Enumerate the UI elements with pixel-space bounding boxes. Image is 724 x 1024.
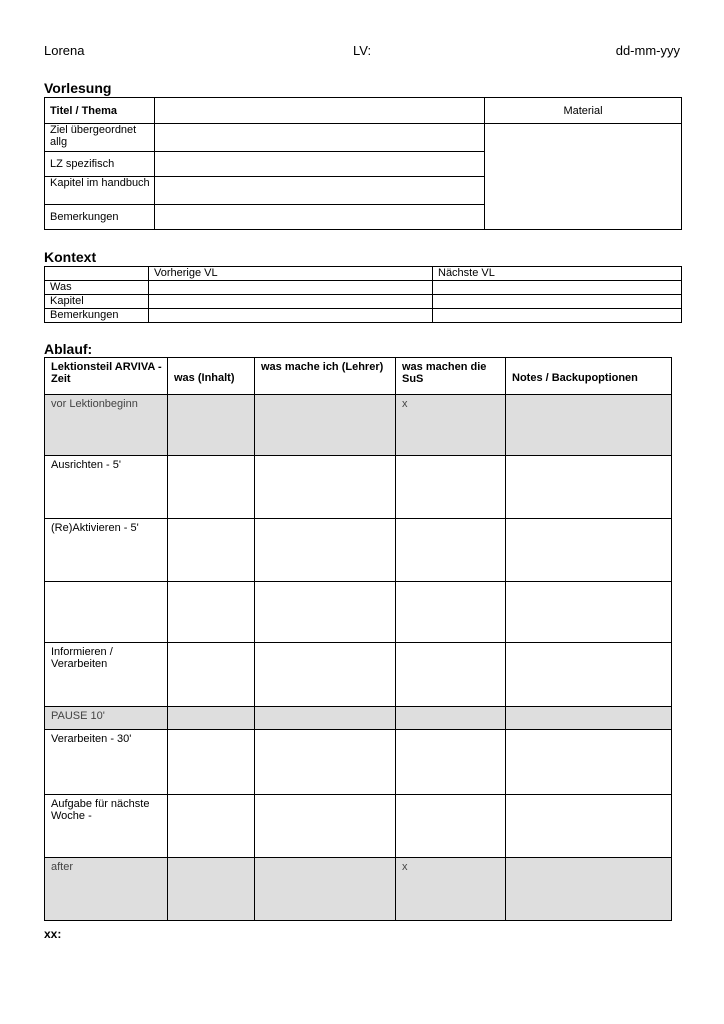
ablauf-cell-sus[interactable]: x — [396, 858, 506, 921]
ablauf-row-reaktivieren — [45, 519, 672, 582]
ablauf-cell-inhalt[interactable] — [168, 395, 255, 456]
section-title-kontext: Kontext — [44, 249, 97, 265]
ablauf-cell-inhalt[interactable] — [168, 730, 255, 795]
section-title-vorlesung: Vorlesung — [44, 80, 112, 96]
ablauf-row-label: vor Lektionbeginn — [45, 395, 168, 456]
ablauf-cell-lehrer[interactable] — [255, 858, 396, 921]
ablauf-row-label: Aufgabe für nächste Woche - — [45, 795, 168, 858]
ablauf-cell-notes[interactable] — [506, 795, 672, 858]
kontext-header-prev: Vorherige VL — [149, 267, 433, 281]
kontext-table — [44, 266, 682, 323]
ablauf-cell-inhalt[interactable] — [168, 519, 255, 582]
material-header: Material — [485, 98, 682, 124]
ablauf-cell-inhalt[interactable] — [168, 795, 255, 858]
vorlesung-label-ziel: Ziel übergeordnet allg — [45, 124, 155, 152]
ablauf-cell-notes[interactable] — [506, 519, 672, 582]
ablauf-row-label — [45, 582, 168, 643]
ablauf-cell-sus[interactable]: x — [396, 395, 506, 456]
vorlesung-table — [44, 97, 682, 230]
ablauf-cell-lehrer[interactable] — [255, 795, 396, 858]
ablauf-cell-lehrer[interactable] — [255, 395, 396, 456]
ablauf-cell-lehrer[interactable] — [255, 519, 396, 582]
kontext-prev-bemerkungen[interactable] — [149, 309, 433, 323]
ablauf-cell-notes[interactable] — [506, 395, 672, 456]
ablauf-row-label: Verarbeiten - 30' — [45, 730, 168, 795]
ablauf-row-aufgabe — [45, 795, 672, 858]
ablauf-cell-sus[interactable] — [396, 582, 506, 643]
kontext-prev-was[interactable] — [149, 281, 433, 295]
ablauf-row-label: Informieren / Verarbeiten — [45, 643, 168, 707]
kontext-corner — [45, 267, 149, 281]
ablauf-row-label: PAUSE 10' — [45, 707, 168, 730]
vorlesung-label-titel: Titel / Thema — [45, 98, 155, 124]
ablauf-cell-lehrer[interactable] — [255, 643, 396, 707]
ablauf-row-ausrichten — [45, 456, 672, 519]
kontext-next-bemerkungen[interactable] — [433, 309, 682, 323]
ablauf-cell-lehrer[interactable] — [255, 707, 396, 730]
ablauf-cell-notes[interactable] — [506, 582, 672, 643]
kontext-label-bemerkungen: Bemerkungen — [45, 309, 149, 323]
ablauf-header-inhalt: was (Inhalt) — [168, 358, 255, 395]
ablauf-row-verarbeiten — [45, 730, 672, 795]
kontext-label-kapitel: Kapitel — [45, 295, 149, 309]
vorlesung-field-ziel[interactable] — [155, 124, 485, 152]
ablauf-table — [44, 357, 672, 921]
ablauf-cell-sus[interactable] — [396, 456, 506, 519]
ablauf-cell-notes[interactable] — [506, 456, 672, 519]
author-name: Lorena — [44, 43, 85, 58]
section-title-ablauf: Ablauf: — [44, 341, 93, 357]
ablauf-cell-inhalt[interactable] — [168, 707, 255, 730]
ablauf-header-lehrer: was mache ich (Lehrer) — [255, 358, 396, 395]
kontext-label-was: Was — [45, 281, 149, 295]
kontext-prev-kapitel[interactable] — [149, 295, 433, 309]
vorlesung-label-lz: LZ spezifisch — [45, 152, 155, 177]
ablauf-row-vor-lektion — [45, 395, 672, 456]
ablauf-row-pause — [45, 707, 672, 730]
ablauf-header-sus: was machen die SuS — [396, 358, 506, 395]
ablauf-cell-sus[interactable] — [396, 730, 506, 795]
vorlesung-field-kapitel[interactable] — [155, 177, 485, 205]
ablauf-cell-notes[interactable] — [506, 858, 672, 921]
ablauf-cell-lehrer[interactable] — [255, 456, 396, 519]
ablauf-cell-notes[interactable] — [506, 730, 672, 795]
ablauf-row-label: (Re)Aktivieren - 5' — [45, 519, 168, 582]
ablauf-row-after — [45, 858, 672, 921]
material-field[interactable] — [485, 124, 682, 230]
ablauf-cell-inhalt[interactable] — [168, 858, 255, 921]
kontext-header-next: Nächste VL — [433, 267, 682, 281]
ablauf-cell-sus[interactable] — [396, 519, 506, 582]
ablauf-row-empty — [45, 582, 672, 643]
ablauf-cell-inhalt[interactable] — [168, 456, 255, 519]
ablauf-cell-notes[interactable] — [506, 643, 672, 707]
ablauf-cell-notes[interactable] — [506, 707, 672, 730]
ablauf-row-label: after — [45, 858, 168, 921]
ablauf-cell-sus[interactable] — [396, 707, 506, 730]
ablauf-cell-inhalt[interactable] — [168, 643, 255, 707]
vorlesung-label-bemerkungen: Bemerkungen — [45, 205, 155, 230]
ablauf-cell-sus[interactable] — [396, 643, 506, 707]
kontext-next-was[interactable] — [433, 281, 682, 295]
date-placeholder: dd-mm-yyy — [615, 43, 680, 58]
ablauf-row-label: Ausrichten - 5' — [45, 456, 168, 519]
vorlesung-field-lz[interactable] — [155, 152, 485, 177]
vorlesung-label-kapitel: Kapitel im handbuch — [45, 177, 155, 205]
vorlesung-field-bemerkungen[interactable] — [155, 205, 485, 230]
ablauf-cell-inhalt[interactable] — [168, 582, 255, 643]
ablauf-cell-lehrer[interactable] — [255, 730, 396, 795]
ablauf-header-lektionsteil: Lektionsteil ARVIVA - Zeit — [45, 358, 168, 395]
ablauf-row-informieren — [45, 643, 672, 707]
vorlesung-field-titel[interactable] — [155, 98, 485, 124]
footer-note: xx: — [44, 927, 62, 941]
kontext-next-kapitel[interactable] — [433, 295, 682, 309]
ablauf-cell-lehrer[interactable] — [255, 582, 396, 643]
lv-label: LV: — [353, 43, 372, 58]
ablauf-header-notes: Notes / Backupoptionen — [506, 358, 672, 395]
ablauf-cell-sus[interactable] — [396, 795, 506, 858]
